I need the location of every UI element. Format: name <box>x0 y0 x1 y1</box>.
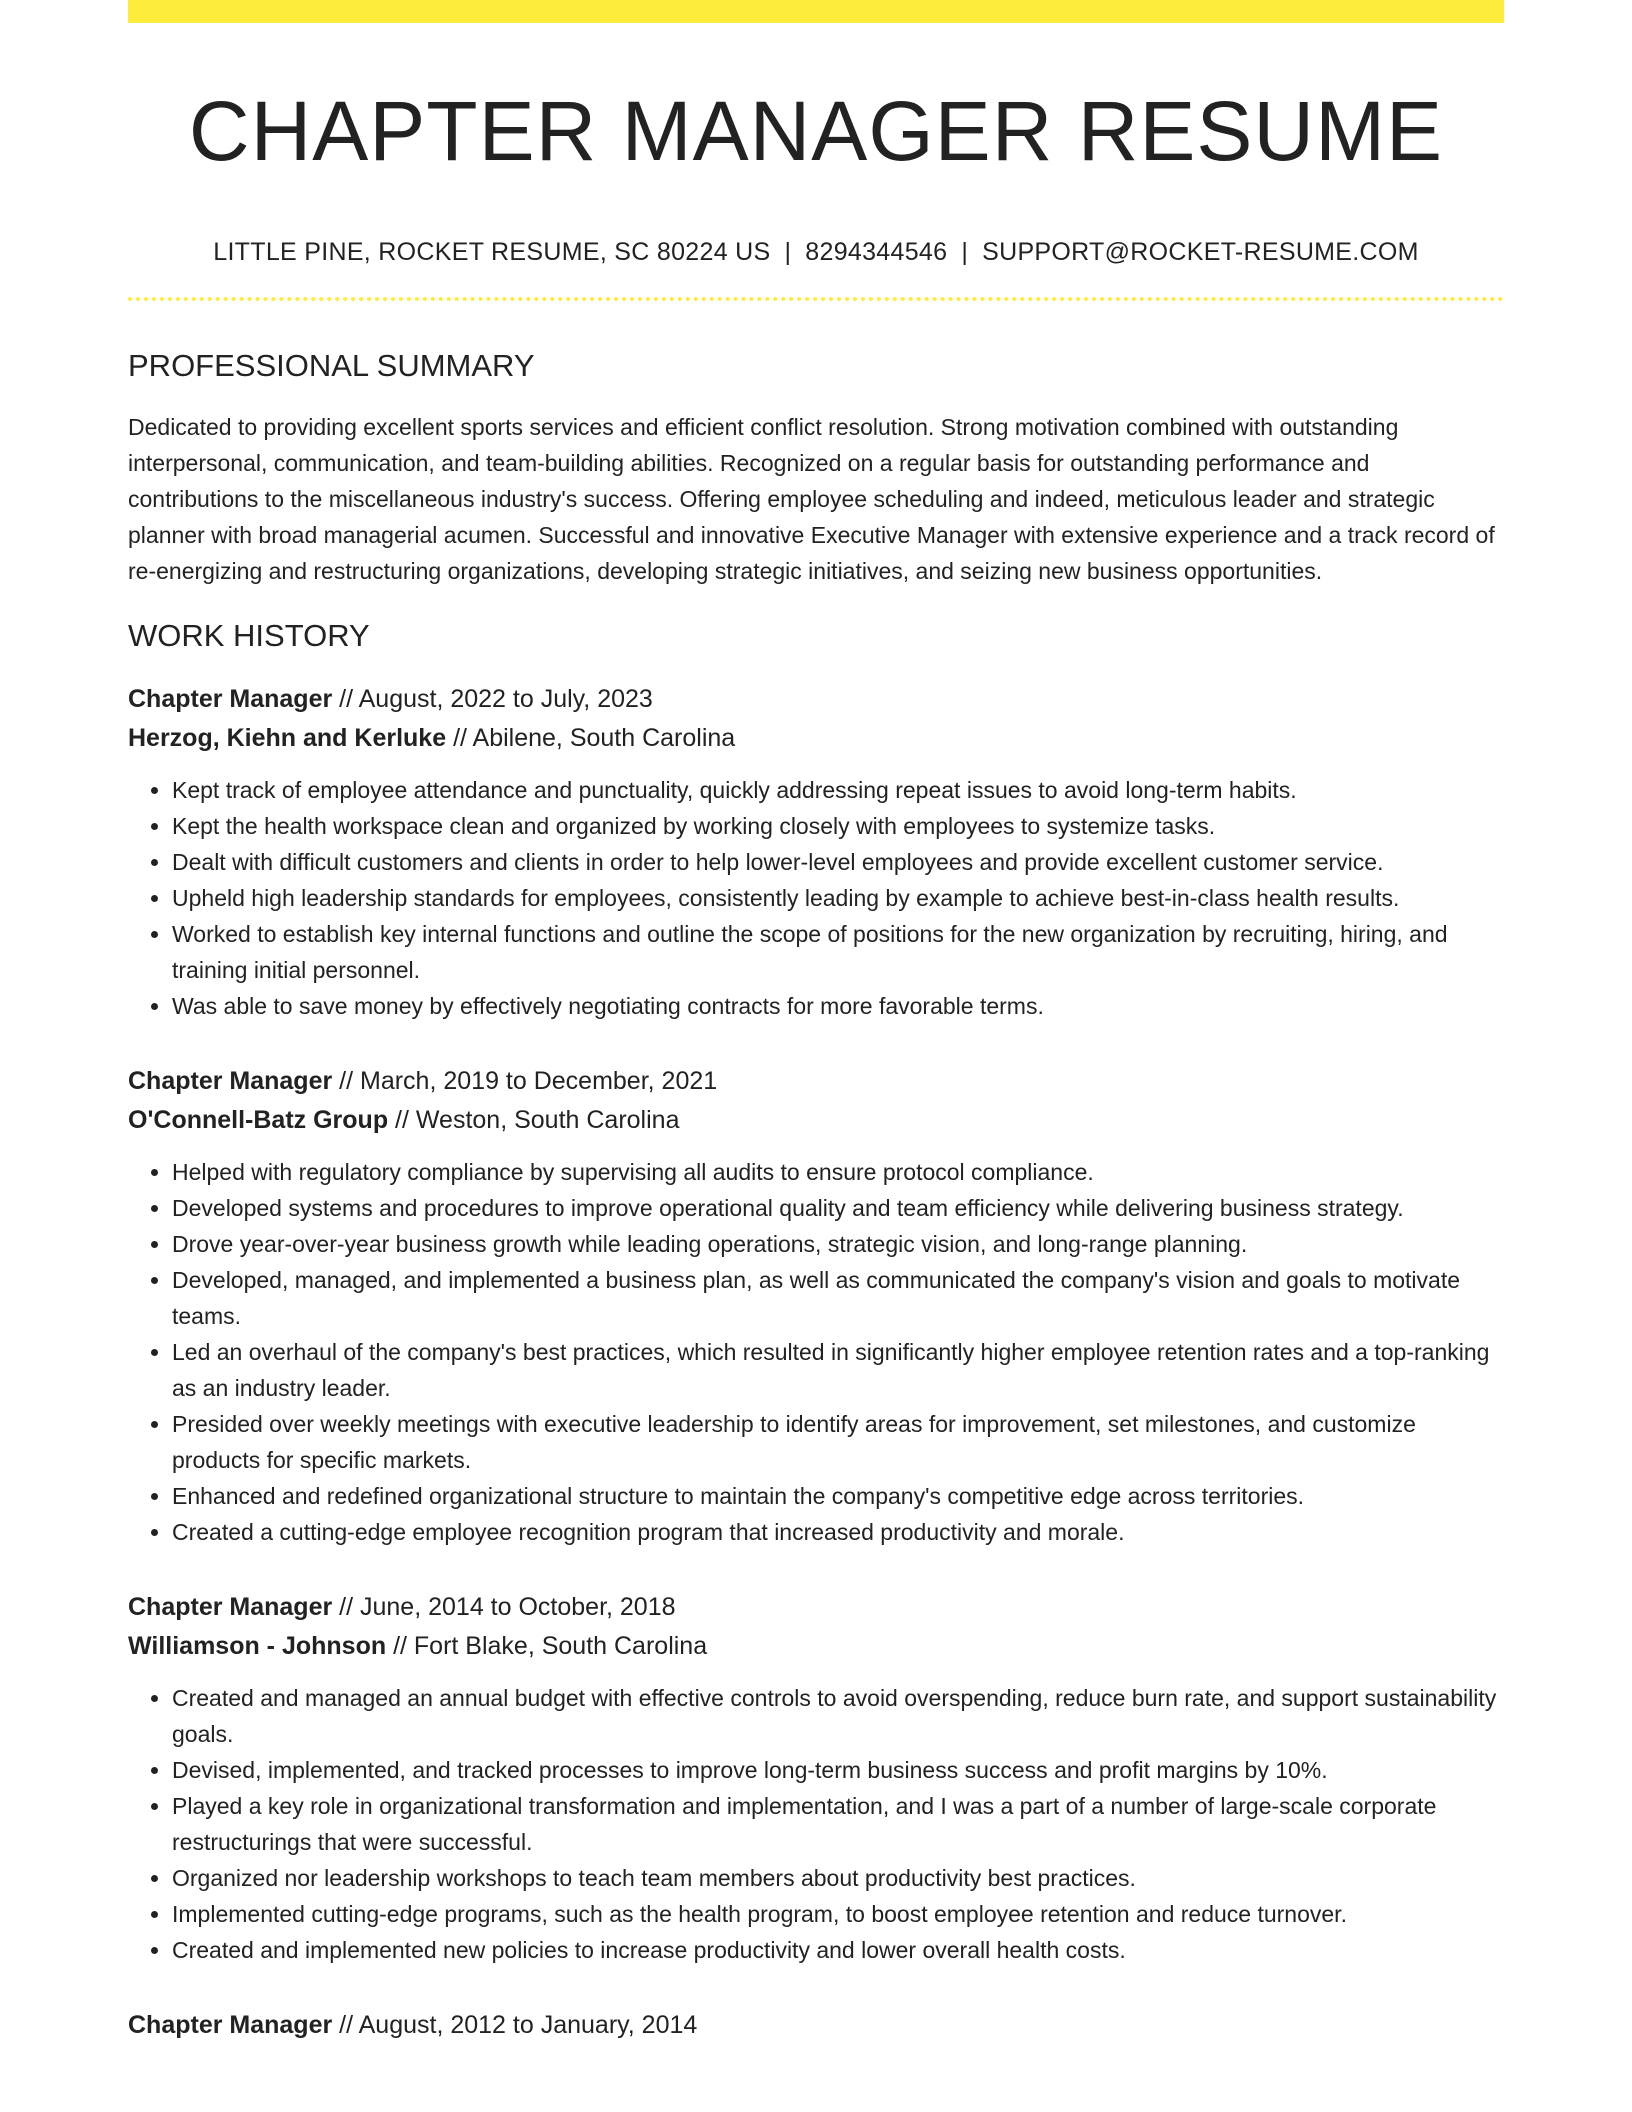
resume-title: CHAPTER MANAGER RESUME <box>188 84 1444 178</box>
job-bullet: • Created a cutting-edge employee recognition program that increased productivity and morale. <box>172 1514 1504 1550</box>
job-entry <box>128 1588 1504 1968</box>
job-dates: // March, 2019 to December, 2021 <box>332 1066 718 1095</box>
work-history-heading: WORK HISTORY <box>128 617 370 653</box>
job-entry <box>128 1062 1504 1550</box>
job-location: // Abilene, South Carolina <box>446 723 736 752</box>
job-location: // Weston, South Carolina <box>388 1105 680 1134</box>
job-bullets <box>128 1680 1504 1968</box>
job-entry <box>128 2006 1504 2045</box>
job-bullet: • Worked to establish key internal functions and outline the scope of positions for the new organization by recruiting, hiring, and training initial personnel. <box>172 916 1504 988</box>
job-role: Chapter Manager <box>128 1592 333 1621</box>
job-bullet: • Drove year-over-year business growth while leading operations, strategic vision, and long-range planning. <box>172 1226 1504 1262</box>
job-bullet: • Developed systems and procedures to improve operational quality and team efficiency while delivering business strategy. <box>172 1190 1504 1226</box>
job-bullet: • Developed, managed, and implemented a business plan, as well as communicated the company's vision and goals to motivate teams. <box>172 1262 1504 1334</box>
job-bullet: • Kept the health workspace clean and organized by working closely with employees to systemize tasks. <box>172 808 1504 844</box>
job-title-line <box>128 680 1504 719</box>
job-bullets <box>128 1154 1504 1550</box>
job-bullet: • Devised, implemented, and tracked processes to improve long-term business success and profit margins by 10%. <box>172 1752 1504 1788</box>
job-role: Chapter Manager <box>128 2010 333 2039</box>
job-company: O'Connell-Batz Group <box>128 1105 389 1134</box>
job-title-line <box>128 1588 1504 1627</box>
contact-separator: | <box>784 238 792 267</box>
job-dates: // August, 2012 to January, 2014 <box>332 2010 698 2039</box>
job-bullets <box>128 772 1504 1024</box>
job-company-line <box>128 1627 1504 1666</box>
contact-email: SUPPORT@ROCKET-RESUME.COM <box>982 238 1419 267</box>
job-company: Herzog, Kiehn and Kerluke <box>128 723 447 752</box>
job-company: Williamson - Johnson <box>128 1631 387 1660</box>
job-company-line <box>128 719 1504 758</box>
summary-text: Dedicated to providing excellent sports services and efficient conflict resolution. Strong motivation combined with outstanding interpersonal, communication, and team-building abilities. Recognized on a regular basis for outstanding performance and contributions to the miscellaneous industry's success. Offering employee scheduling and indeed, meticulous leader and strategic planner with broad managerial acumen. Successful and innovative Executive Manager with extensive experience and a track record of re-energizing and restructuring organizations, developing strategic initiatives, and seizing new business opportunities. <box>128 413 1495 584</box>
dotted-divider <box>128 297 1504 301</box>
job-role: Chapter Manager <box>128 684 333 713</box>
job-location: // Fort Blake, South Carolina <box>386 1631 708 1660</box>
contact-separator: | <box>961 238 969 267</box>
job-bullet: • Created and managed an annual budget with effective controls to avoid overspending, reduce burn rate, and support sustainability goals. <box>172 1680 1504 1752</box>
job-bullet: • Organized nor leadership workshops to teach team members about productivity best practices. <box>172 1860 1504 1896</box>
job-company-line <box>128 1101 1504 1140</box>
work-history-list <box>128 680 1504 2045</box>
job-bullet: • Helped with regulatory compliance by supervising all audits to ensure protocol compliance. <box>172 1154 1504 1190</box>
resume-page <box>128 0 1504 2045</box>
job-bullet: • Was able to save money by effectively negotiating contracts for more favorable terms. <box>172 988 1504 1024</box>
job-title-line <box>128 2006 1504 2045</box>
job-bullet: • Kept track of employee attendance and punctuality, quickly addressing repeat issues to avoid long-term habits. <box>172 772 1504 808</box>
job-title-line <box>128 1062 1504 1101</box>
job-bullet: • Presided over weekly meetings with executive leadership to identify areas for improvement, set milestones, and customize products for specific markets. <box>172 1406 1504 1478</box>
job-bullet: • Implemented cutting-edge programs, such as the health program, to boost employee retention and reduce turnover. <box>172 1896 1504 1932</box>
job-bullet: • Created and implemented new policies to increase productivity and lower overall health costs. <box>172 1932 1504 1968</box>
contact-line <box>128 237 1504 267</box>
job-bullet: • Enhanced and redefined organizational structure to maintain the company's competitive edge across territories. <box>172 1478 1504 1514</box>
summary-heading: PROFESSIONAL SUMMARY <box>128 348 535 384</box>
contact-address: LITTLE PINE, ROCKET RESUME, SC 80224 US <box>213 238 771 267</box>
job-dates: // June, 2014 to October, 2018 <box>332 1592 676 1621</box>
job-bullet: • Led an overhaul of the company's best practices, which resulted in significantly higher employee retention rates and a top-ranking as an industry leader. <box>172 1334 1504 1406</box>
job-entry <box>128 680 1504 1024</box>
top-accent-bar <box>128 0 1504 23</box>
job-bullet: • Played a key role in organizational transformation and implementation, and I was a part of a number of large-scale corporate restructurings that were successful. <box>172 1788 1504 1860</box>
job-dates: // August, 2022 to July, 2023 <box>332 684 653 713</box>
contact-phone: 8294344546 <box>805 238 948 267</box>
job-bullet: • Dealt with difficult customers and clients in order to help lower-level employees and provide excellent customer service. <box>172 844 1504 880</box>
job-role: Chapter Manager <box>128 1066 333 1095</box>
job-bullet: • Upheld high leadership standards for employees, consistently leading by example to achieve best-in-class health results. <box>172 880 1504 916</box>
